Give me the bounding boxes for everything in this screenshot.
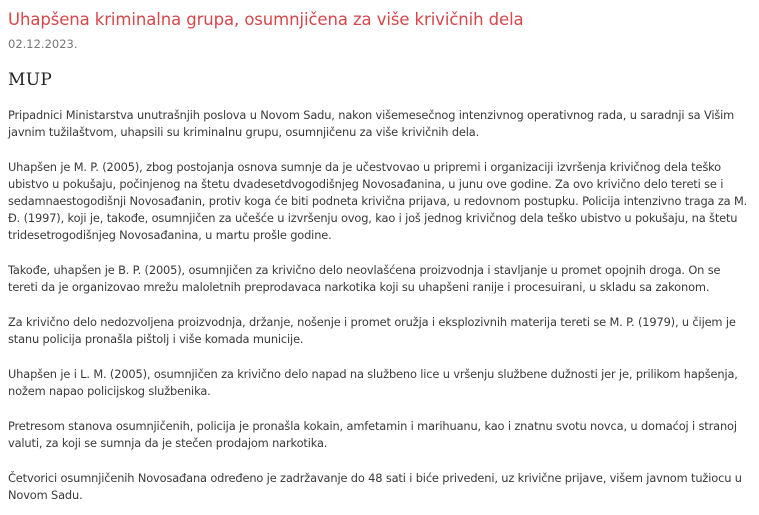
article-paragraph: Četvorici osumnjičenih Novosađana određeno je zadržavanje do 48 sati i biće privedeni, uz krivične prijave, višem javnom tužiocu u Novom Sadu.: [8, 471, 742, 502]
article-paragraph: Uhapšen je i L. M. (2005), osumnjičen za krivično delo napad na službeno lice u vršenju službene dužnosti jer je, prilikom hapšenja, nožem napao policijskog službenika.: [8, 367, 738, 398]
article-date: 02.12.2023.: [8, 37, 78, 51]
article-paragraph: Pripadnici Ministarstva unutrašnjih poslova u Novom Sadu, nakon višemesečnog intenzivnog operativnog rada, u saradnji sa Višim javnim tužilaštvom, uhapsili su kriminalnu grupu, osumnjičenu za više krivičnih dela.: [8, 108, 735, 139]
article-paragraph: Uhapšen je M. P. (2005), zbog postojanja osnova sumnje da je učestvovao u pripremi i organizaciji izvršenja krivičnog dela teško ubistvo u pokušaju, počinjenog na štetu dvadesetdvogodišnjeg Novosađanina, u junu ove godine. Za ovo krivično delo tereti se i sedamnaestogodišnji Novosađanin, protiv koga će biti podneta krivična prijava, u redovnom postupku. Policija intenzivno traga za M. Đ. (1997), koji je, takođe, osumnjičen za učešće u izvršenju ovog, kao i još jednog krivičnog dela teško ubistvo u pokušaju, na štetu tridesetrogodišnjeg Novosađanina, u martu prošle godine.: [8, 160, 748, 242]
article-paragraph: Takođe, uhapšen je B. P. (2005), osumnjičen za krivično delo neovlašćena proizvodnja i stavljanje u promet opojnih droga. On se tereti da je organizovao mrežu maloletnih preprodavaca narkotika koji su uhapšeni ranije i procesuirani, u skladu sa zakonom.: [8, 263, 721, 294]
article-source: MUP: [8, 70, 53, 90]
article-paragraph: Za krivično delo nedozvoljena proizvodnja, držanje, nošenje i promet oružja i eksplozivnih materija tereti se M. P. (1979), u čijem je stanu policija pronašla pištolj i više komada municije.: [8, 315, 736, 346]
article-paragraph: Pretresom stanova osumnjičenih, policija je pronašla kokain, amfetamin i marihuanu, kao i znatnu svotu novca, u domaćoj i stranoj valuti, za koji se sumnja da je stečen prodajom narkotika.: [8, 419, 737, 450]
article-body: [8, 107, 751, 504]
article-title: Uhapšena kriminalna grupa, osumnjičena za više krivičnih dela: [8, 10, 524, 29]
